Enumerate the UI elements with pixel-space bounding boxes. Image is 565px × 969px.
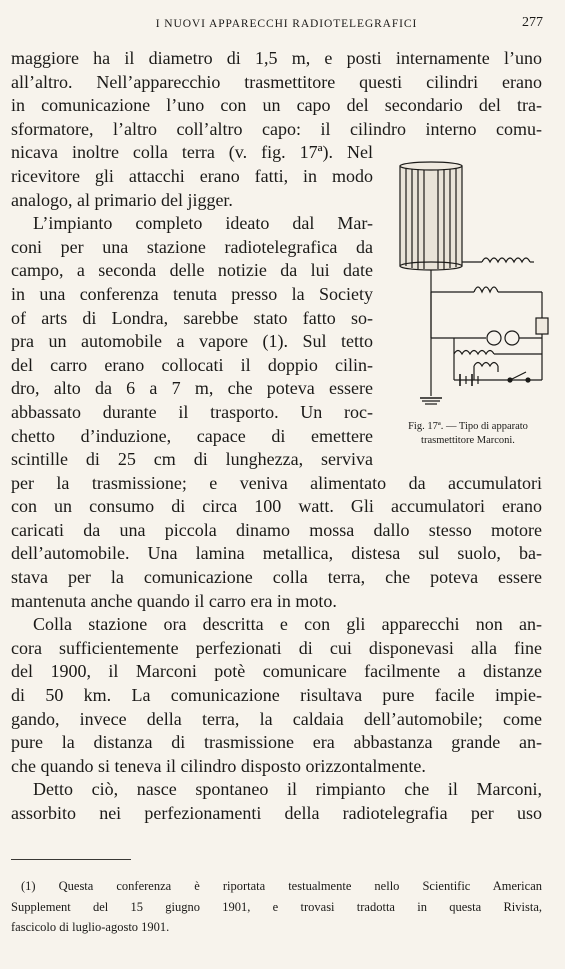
caption-line: trasmettitore Marconi. — [421, 435, 515, 446]
text-line: all’altro. Nell’apparecchio trasmettitore questi cilindri erano — [11, 71, 542, 92]
figure-caption — [382, 420, 554, 448]
text-line: Colla stazione ora descritta e con gli apparecchi non an- — [33, 614, 542, 635]
page-number: 277 — [522, 15, 543, 30]
text-line: of arts di Londra, sarebbe stato fatto so- — [11, 307, 373, 328]
running-header — [10, 14, 543, 36]
footnote-line: (1) Questa conferenza è riportata testualmente nello Scientific American — [21, 879, 542, 893]
text-line: pure la distanza di trasmissione era abbastanza grande an- — [11, 732, 542, 753]
text-line: coni per una stazione radiotelegrafica da — [11, 236, 373, 257]
text-line: caricati da una piccola dinamo mossa dallo stesso motore — [11, 519, 542, 540]
footnote-line: fascicolo di luglio-agosto 1901. — [11, 920, 170, 934]
transmitter-diagram — [382, 158, 554, 420]
text-line: con un consumo di circa 100 watt. Gli accumulatori erano — [11, 496, 542, 517]
text-line: Detto ciò, nasce spontaneo il rimpianto che il Marconi, — [33, 779, 542, 800]
text-line: in una conferenza tenuta presso la Society — [11, 283, 373, 304]
text-line: del 1900, il Marconi potè comunicare facilmente a distanze — [11, 661, 542, 682]
text-line: cora sufficientemente perfezionati di cui disponevasi alla fine — [11, 637, 542, 658]
text-line: di 50 km. La comunicazione risultava pure facile impie- — [11, 685, 542, 706]
text-line: che quando si teneva il cilindro disposto orizzontalmente. — [11, 755, 426, 776]
footnote-line: Supplement del 15 giugno 1901, e trovasi tradotta in questa Rivista, — [11, 899, 542, 914]
text-line: gando, invece della terra, la caldaia dell’automobile; come — [11, 708, 542, 729]
text-line: abbassato durante il trasporto. Un roc- — [11, 401, 373, 422]
caption-line: Fig. 17ª. — Tipo di apparato — [408, 421, 528, 432]
text-line: dro, alto da 6 a 7 m, che poteva essere — [11, 378, 373, 399]
footnote-separator — [11, 859, 131, 860]
text-line: L’impianto completo ideato dal Mar- — [33, 213, 373, 234]
text-line: sformatore, l’altro coll’altro capo: il cilindro interno comu- — [11, 118, 542, 139]
text-line: pra un automobile a vapore (1). Sul tetto — [11, 331, 373, 352]
text-line: per la trasmissione; e veniva alimentato da accumulatori — [11, 472, 542, 493]
text-line: in comunicazione l’uno con un capo del secondario del tra- — [11, 95, 542, 116]
text-line: maggiore ha il diametro di 1,5 m, e posti internamente l’uno — [11, 48, 542, 68]
text-line: mantenuta anche quando il carro era in moto. — [11, 590, 337, 611]
figure-17a — [382, 158, 554, 458]
text-line: stava per la comunicazione colla terra, che poteva essere — [11, 567, 542, 588]
text-line: ricevitore gli attacchi erano fatti, in modo — [11, 165, 373, 186]
text-line: assorbito nei perfezionamenti della radiotelegrafia per uso — [11, 803, 542, 823]
text-line: scintille di 25 cm di lunghezza, serviva — [11, 449, 373, 470]
text-line: campo, a seconda delle notizie da lui date — [11, 260, 373, 281]
footnote — [11, 876, 542, 938]
text-line: chetto d’induzione, capace di emettere — [11, 425, 373, 446]
text-line: nicava inoltre colla terra (v. fig. 17ª). Nel — [11, 142, 373, 163]
text-line: dell’automobile. Una lamina metallica, distesa sul suolo, ba- — [11, 543, 542, 564]
text-line: analogo, al primario del jigger. — [11, 189, 233, 210]
running-title: I NUOVI APPARECCHI RADIOTELEGRAFICI — [155, 18, 418, 30]
text-line: del carro erano collocati il doppio cilin- — [11, 354, 373, 375]
